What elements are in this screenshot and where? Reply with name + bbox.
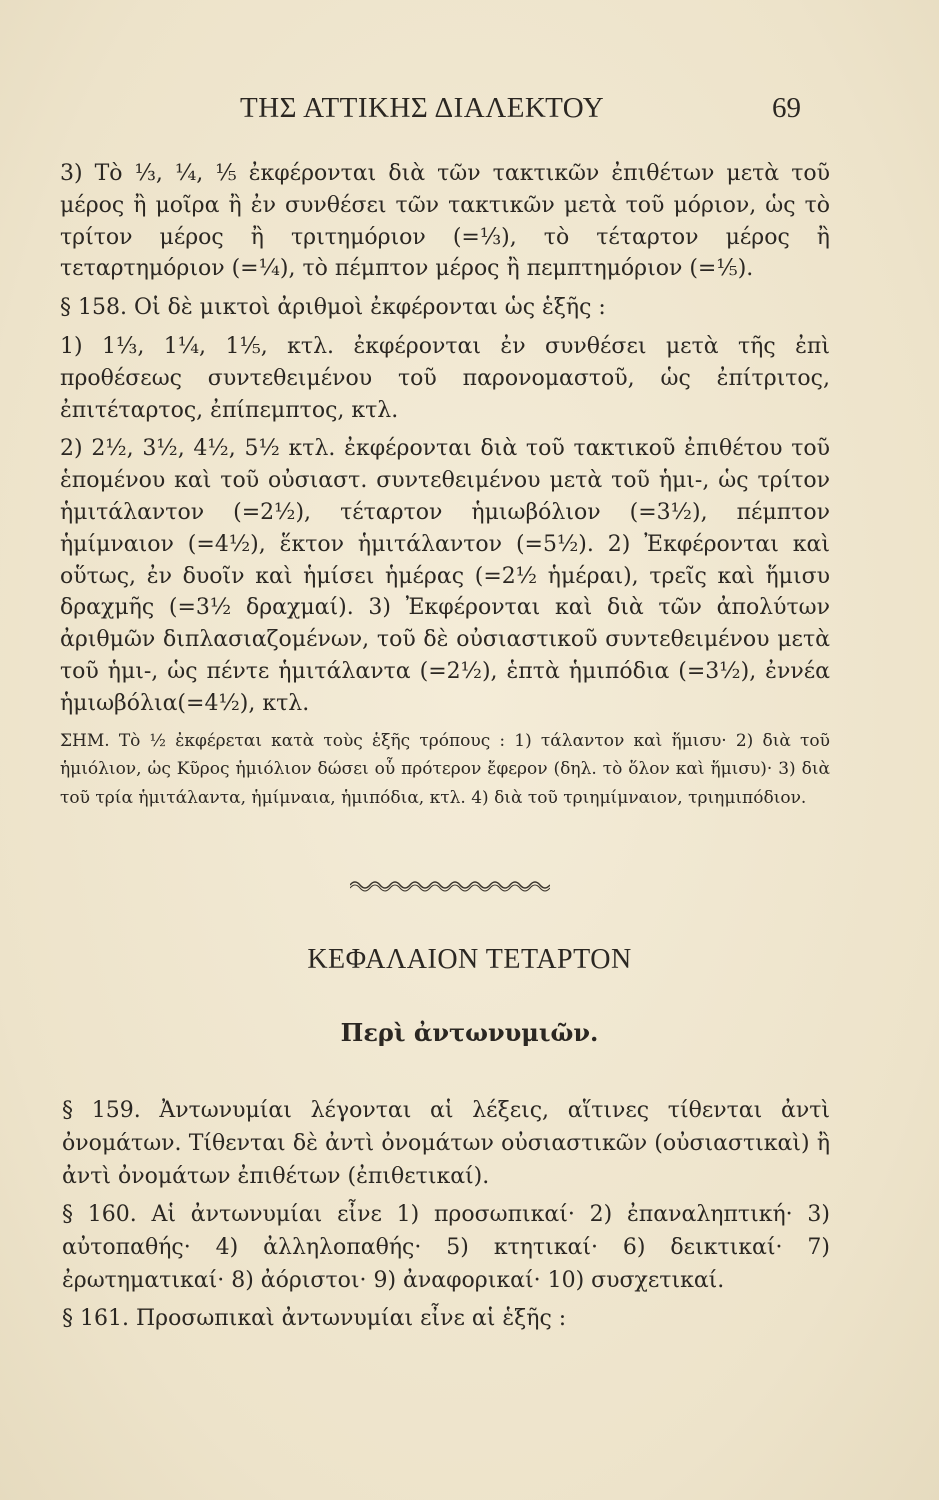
paragraph-161: § 161. Προσωπικαὶ ἀντωνυμίαι εἶνε αἱ ἑξῆς : [62, 1306, 567, 1331]
wavy-divider-ornament [350, 878, 550, 892]
paragraph-mixed-1: 1) 1⅓, 1¼, 1⅕, κτλ. ἐκφέρονται ἐν συνθέσει μετὰ τῆς ἐπὶ προθέσεως συντεθειμένου τοῦ παρονομαστοῦ, ὡς ἐπίτριτος, ἐπιτέταρτος, ἐπίπεμπτος, κτλ. [60, 333, 830, 423]
paragraph-mixed-2: 2) 2½, 3½, 4½, 5½ κτλ. ἐκφέρονται διὰ τοῦ τακτικοῦ ἐπιθέτου τοῦ ἑπομένου καὶ τοῦ οὐσιαστ. συντεθειμένου μετὰ τοῦ ἡμι-, ὡς τρίτον ἡμιτάλαντον (=2½), τέταρτον ἡμιωβόλιον (=3½), πέμπτον ἡμίμναιον (=4½), ἕκτον ἡμιτάλαντον (=5½). 2) Ἐκφέρονται καὶ οὕτως, ἐν δυοῖν καὶ ἡμίσει ἡμέρας (=2½ ἡμέραι), τρεῖς καὶ ἥμισυ δραχμῆς (=3½ δραχμαί). 3) Ἐκφέρονται καὶ διὰ τῶν ἀπολύτων ἀριθμῶν διπλασιαζομένων, τοῦ δὲ οὐσιαστικοῦ συντεθειμένου μετὰ τοῦ ἡμι-, ὡς πέντε ἡμιτάλαντα (=2½), ἑπτὰ ἡμιπόδια (=3½), ἐννέα ἡμιωβόλια(=4½), κτλ. [60, 436, 830, 716]
paragraph-158: § 158. Οἱ δὲ μικτοὶ ἀριθμοὶ ἐκφέρονται ὡς ἑξῆς : [60, 295, 606, 321]
paragraph-159: § 159. Ἀντωνυμίαι λέγονται αἱ λέξεις, αἵτινες τίθενται ἀντὶ ὀνομάτων. Τίθενται δὲ ἀντὶ ὀνομάτων οὐσιαστικῶν (οὐσιαστικαὶ) ἢ ἀντὶ ὀνομάτων ἐπιθέτων (ἐπιθετικαί). [62, 1098, 830, 1189]
running-title: ΤΗΣ ΑΤΤΙΚΗΣ ΔΙΑΛΕΚΤΟΥ [240, 92, 605, 124]
top-text-block [60, 158, 830, 812]
chapter-title: ΚΕΦΑΛΑΙΟΝ ΤΕΤΑΡΤΟΝ [307, 944, 632, 975]
page-number: 69 [772, 92, 801, 124]
bottom-text-block [62, 1094, 830, 1340]
paragraph-160: § 160. Αἱ ἀντωνυμίαι εἶνε 1) προσωπικαί· 2) ἐπαναληπτική· 3) αὐτοπαθής· 4) ἀλληλοπαθής· 5) κτητικαί· 6) δεικτικαί· 7) ἐρωτηματικαί· 8) ἀόριστοι· 9) ἀναφορικαί· 10) συσχετικαί. [62, 1202, 830, 1293]
footnote-remark: ΣΗΜ. Τὸ ½ ἐκφέρεται κατὰ τοὺς ἑξῆς τρόπους : 1) τάλαντον καὶ ἥμισυ· 2) διὰ τοῦ ἡμιόλιον, ὡς Κῦρος ἡμιόλιον δώσει οὗ πρότερον ἔφερον (δηλ. τὸ ὅλον καὶ ἥμισυ)· 3) διὰ τοῦ τρία ἡμιτάλαντα, ἡμίμναια, ἡμιπόδια, κτλ. 4) διὰ τοῦ τριημίμναιον, τριημιπόδιον. [60, 730, 830, 808]
section-heading: Περὶ ἀντωνυμιῶν. [340, 1018, 599, 1047]
paragraph-fractions: 3) Τὸ ⅓, ¼, ⅕ ἐκφέρονται διὰ τῶν τακτικῶν ἐπιθέτων μετὰ τοῦ μέρος ἢ μοῖρα ἢ ἐν συνθέσει τῶν τακτικῶν μετὰ τοῦ μόριον, ὡς τὸ τρίτον μέρος ἢ τριτημόριον (=⅓), τὸ τέταρτον μέρος ἢ τεταρτημόριον (=¼), τὸ πέμπτον μέρος ἢ πεμπτημόριον (=⅕). [60, 161, 830, 282]
